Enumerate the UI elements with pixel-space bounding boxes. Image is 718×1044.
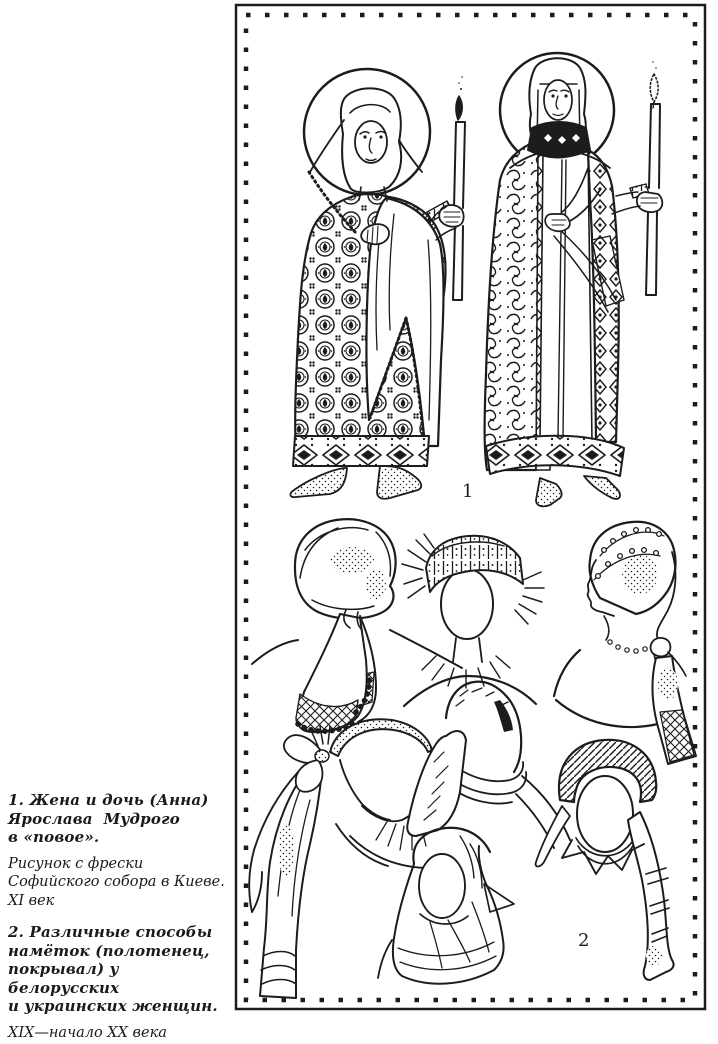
caption-line: намёток (полотенец, (8, 941, 210, 960)
caption-line: покрывал) у белорусских (8, 960, 125, 997)
caption-line: 1. Жена и дочь (Анна) (8, 791, 209, 809)
veiled-head (310, 88, 422, 201)
hem-band (293, 436, 429, 466)
hand-holding-candle (612, 184, 662, 214)
left-saint (290, 69, 465, 499)
caption-line: Ярослава Мудрого (8, 809, 180, 828)
caption-figure-2 (8, 923, 228, 1042)
left-mantle-panel (485, 144, 544, 470)
caption-line: Рисунок с фрески (8, 855, 144, 872)
head-study-wrapped-back (252, 519, 462, 732)
caption-line: XI век (8, 892, 55, 909)
caption-2-title (8, 923, 228, 1016)
shoes (290, 466, 421, 499)
caption-line: в «повое». (8, 828, 100, 846)
caption-1-note (8, 855, 228, 911)
caption-line: Софийского собора в Киеве. (8, 874, 225, 890)
shoes (536, 476, 620, 506)
jeweled-collar (528, 122, 590, 158)
head-study-fringed-band (402, 534, 544, 706)
head-study-chin-wrap (378, 828, 514, 984)
illustration-headwraps (249, 519, 696, 998)
right-saint (485, 53, 663, 506)
caption-column (8, 791, 228, 1042)
head-study-padded-roll (536, 740, 674, 980)
head-study-hood (407, 682, 570, 848)
figure-2-label: 2 (578, 930, 590, 951)
candle (453, 76, 465, 300)
figure-1-label: 1 (462, 481, 474, 502)
caption-1-title (8, 791, 228, 847)
illustration-saints-with-candles (290, 53, 662, 506)
caption-figure-1 (8, 791, 228, 910)
caption-line: 2. Различные способы (8, 923, 213, 941)
caption-2-note (8, 1024, 228, 1043)
caption-line: XIX—начало XX века (8, 1024, 167, 1041)
hem-band (486, 436, 624, 476)
head-study-bow-streamers (249, 719, 436, 998)
bead-necklace (608, 640, 655, 653)
caption-line: и украинских женщин. (8, 997, 218, 1015)
candle (646, 61, 660, 295)
head-study-knotted-tail (554, 522, 696, 764)
